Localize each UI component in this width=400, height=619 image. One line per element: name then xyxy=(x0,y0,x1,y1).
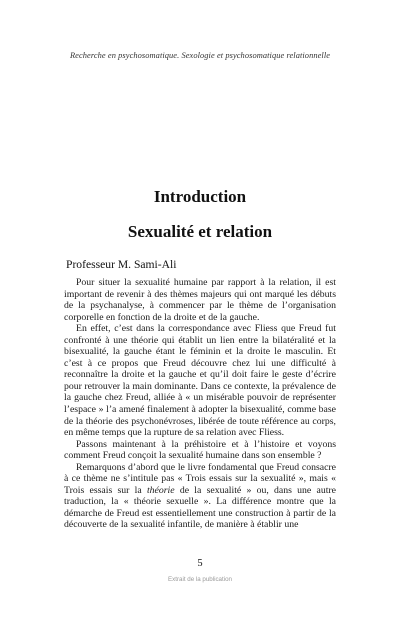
running-header: Recherche en psychosomatique. Sexologie et psychosomatique relationnelle xyxy=(69,51,331,60)
chapter-subtitle: Sexualité et relation xyxy=(127,222,273,241)
chapter-title: Introduction xyxy=(153,187,247,206)
page-number: 5 xyxy=(197,558,203,569)
paragraph-2: En effet, c’est dans la correspondance avec Fliess que Freud fut confronté à une théorie qui établit un lien entre la bilatéralité et la bisexualité, la gauche étant le féminin et la droite le masculin. Et c’est à ce propos que Freud découvre chez lui une difficulté à reconnaître la droite et la gauche et qu’il doit faire le geste d’écrire pour retrouver la main dominante. Dans ce contexte, la prévalence de la gauche chez Freud, alliée à « un misérable pouvoir de représenter l’espace » l’a amené finalement à adopter la bisexualité, comme base de la théorie des psychonévroses, libérée de toute référence au corps, en même temps que la rupture de sa relation avec Fliess. xyxy=(64,323,336,439)
body-text xyxy=(64,277,336,531)
paragraph-4 xyxy=(64,462,336,531)
paragraph-4-part-2: de la sexualité » ou, dans une autre traduction, la « théorie sexuelle ». La différence montre que la démarche de Freud est essentiellement une construction à partir de la découverte de la sexualité infantile, de manière à établir une xyxy=(64,484,336,531)
paragraph-4-emphasis: théorie xyxy=(146,484,175,496)
publication-excerpt-note: Extrait de la publication xyxy=(168,576,232,583)
paragraph-3: Passons maintenant à la préhistoire et à l’histoire et voyons comment Freud conçoit la sexualité humaine dans son ensemble ? xyxy=(64,438,336,462)
paragraph-1: Pour situer la sexualité humaine par rapport à la relation, il est important de revenir à des thèmes majeurs qui ont marqué les débuts de la psychanalyse, à commencer par le thème de l’organisation corporelle en fonction de la droite et de la gauche. xyxy=(64,277,336,323)
paragraph-4-part-1: Remarquons d’abord que le livre fondamental que Freud consacre à ce thème ne s’intitule pas « Trois essais sur la sexualité », mais « Trois essais sur la xyxy=(64,461,336,496)
author-name: Professeur M. Sami-Ali xyxy=(66,258,177,271)
